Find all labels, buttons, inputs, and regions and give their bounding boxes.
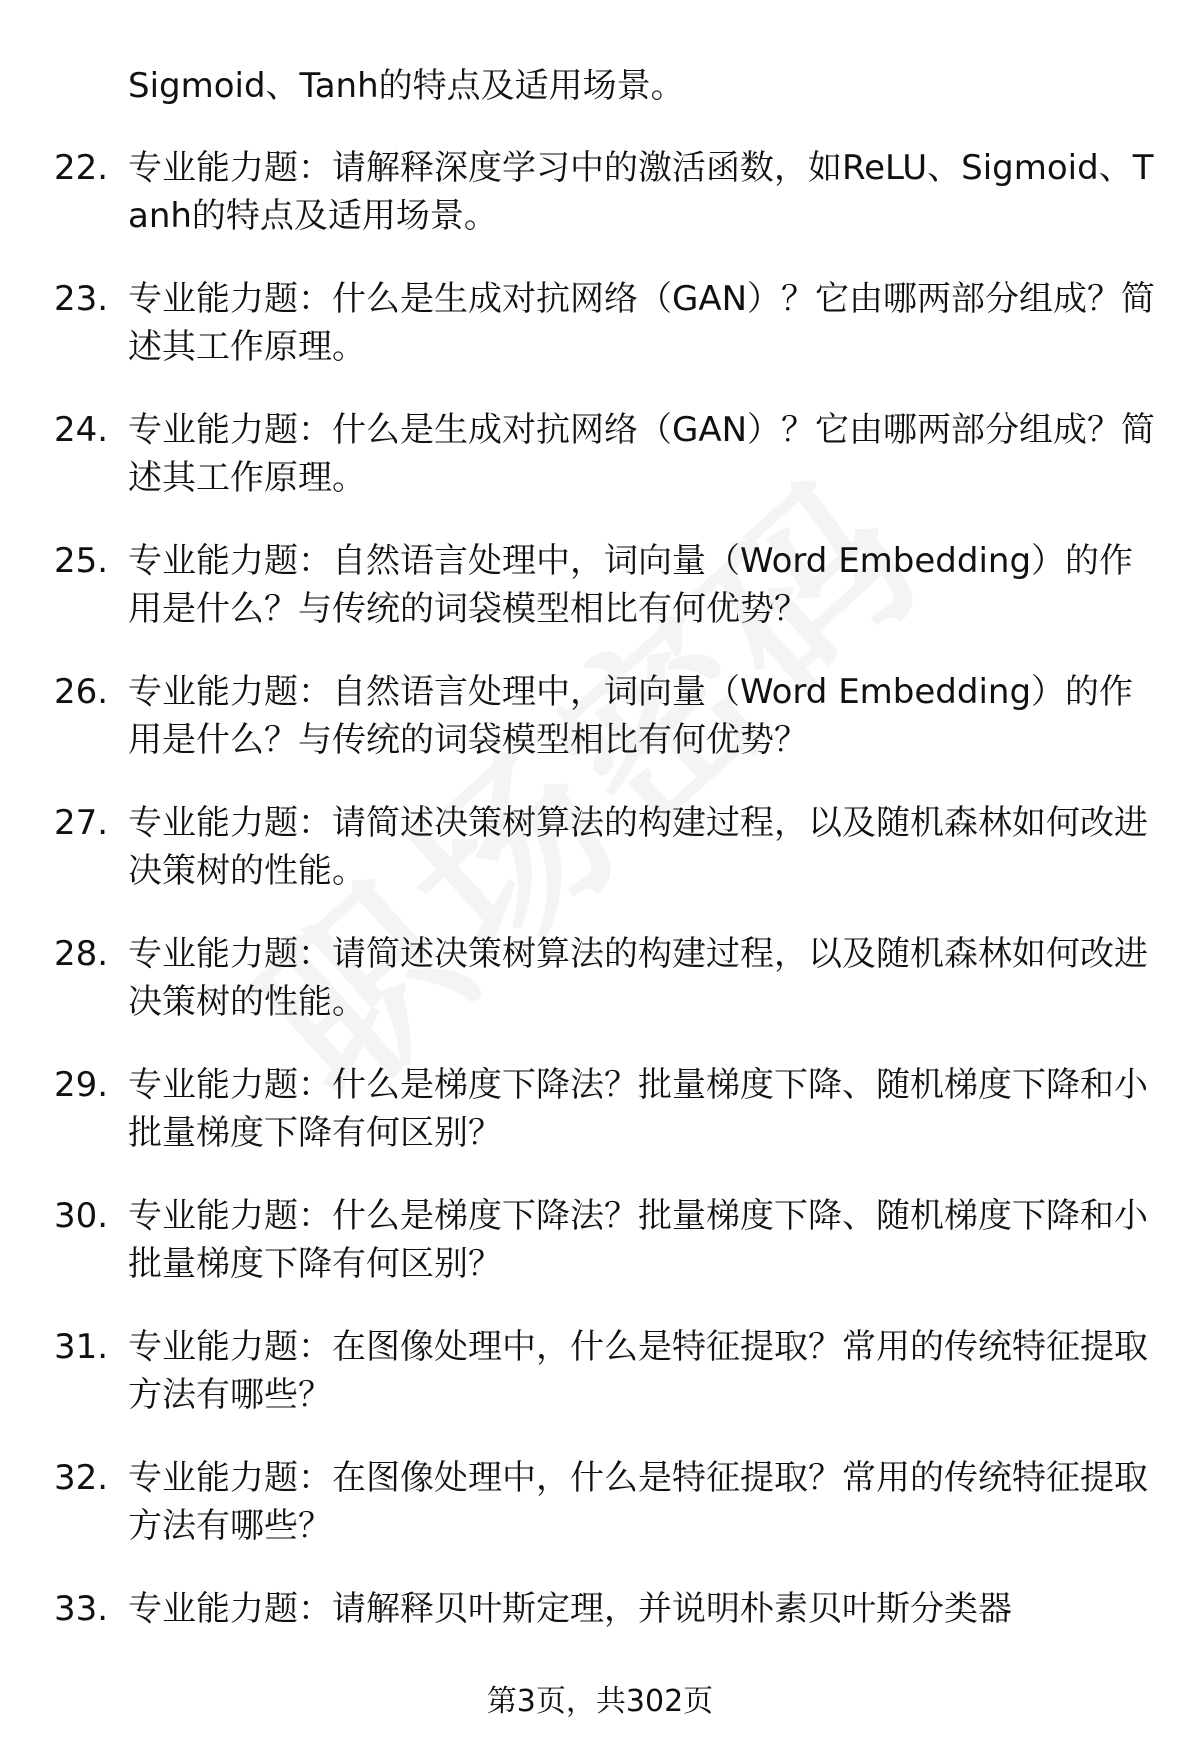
question-number: 22.: [54, 148, 109, 188]
question-item-29: [0, 1061, 1200, 1192]
question-number: 26.: [54, 672, 109, 712]
question-number: 29.: [54, 1065, 109, 1105]
question-text: 专业能力题：什么是梯度下降法？批量梯度下降、随机梯度下降和小批量梯度下降有何区别？: [128, 1065, 1148, 1153]
question-text: 专业能力题：什么是生成对抗网络（GAN）？它由哪两部分组成？简述其工作原理。: [128, 410, 1156, 498]
question-text: 专业能力题：在图像处理中，什么是特征提取？常用的传统特征提取方法有哪些？: [128, 1327, 1148, 1415]
question-item-30: [0, 1192, 1200, 1323]
question-text: 专业能力题：什么是梯度下降法？批量梯度下降、随机梯度下降和小批量梯度下降有何区别？: [128, 1196, 1148, 1284]
question-text: 专业能力题：请简述决策树算法的构建过程，以及随机森林如何改进决策树的性能。: [128, 803, 1148, 891]
question-number: 24.: [54, 410, 109, 450]
question-number: 28.: [54, 934, 109, 974]
question-number: 31.: [54, 1327, 109, 1367]
question-text: 专业能力题：请解释深度学习中的激活函数，如ReLU、Sigmoid、Tanh的特点及适用场景。: [128, 148, 1154, 236]
question-item-31: [0, 1323, 1200, 1454]
question-item-27: [0, 799, 1200, 930]
question-text: 专业能力题：自然语言处理中，词向量（Word Embedding）的作用是什么？与传统的词袋模型相比有何优势？: [128, 672, 1134, 760]
question-number: 33.: [54, 1589, 109, 1629]
question-text: 专业能力题：请解释贝叶斯定理，并说明朴素贝叶斯分类器: [128, 1589, 1012, 1629]
continuation-text: Sigmoid、Tanh的特点及适用场景。: [128, 66, 685, 106]
question-item-25: [0, 537, 1200, 668]
question-text: 专业能力题：在图像处理中，什么是特征提取？常用的传统特征提取方法有哪些？: [128, 1458, 1148, 1546]
question-item-24: [0, 406, 1200, 537]
question-item-32: [0, 1454, 1200, 1585]
question-number: 27.: [54, 803, 109, 843]
question-number: 25.: [54, 541, 109, 581]
question-number: 32.: [54, 1458, 109, 1498]
question-item-28: [0, 930, 1200, 1061]
page-footer: 第3页，共302页: [486, 1684, 714, 1719]
question-text: 专业能力题：什么是生成对抗网络（GAN）？它由哪两部分组成？简述其工作原理。: [128, 279, 1156, 367]
question-text: 专业能力题：请简述决策树算法的构建过程，以及随机森林如何改进决策树的性能。: [128, 934, 1148, 1022]
question-number: 23.: [54, 279, 109, 319]
question-list: [0, 144, 1200, 1716]
question-item-23: [0, 275, 1200, 406]
question-item-22: [0, 144, 1200, 275]
question-text: 专业能力题：自然语言处理中，词向量（Word Embedding）的作用是什么？与传统的词袋模型相比有何优势？: [128, 541, 1134, 629]
question-item-26: [0, 668, 1200, 799]
question-number: 30.: [54, 1196, 109, 1236]
